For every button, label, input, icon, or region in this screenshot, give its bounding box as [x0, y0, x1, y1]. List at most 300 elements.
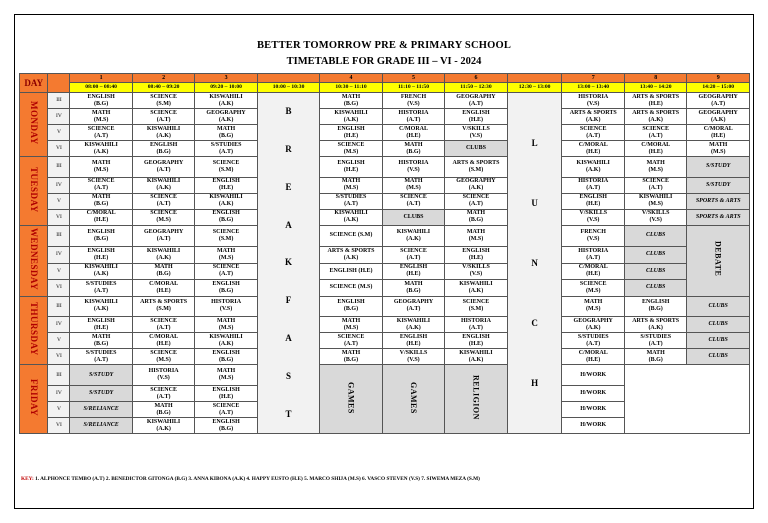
class-label: VI — [48, 349, 70, 365]
lesson-subject: ARTS & SPORTS — [140, 299, 188, 306]
lesson-teacher: (B.G) — [94, 235, 109, 242]
day-name: MONDAY — [29, 101, 40, 145]
lesson-subject: C/MORAL — [86, 210, 116, 217]
lesson-subject: MATH — [466, 228, 486, 235]
lesson-subject: C/MORAL — [149, 333, 179, 340]
table-row — [20, 225, 750, 246]
lesson-subject: V/SKILLS — [462, 125, 490, 132]
lesson-teacher: (A.T) — [586, 254, 601, 261]
lesson-subject: SCIENCE — [579, 125, 607, 132]
lesson-teacher: (H.E) — [648, 148, 663, 155]
key-text: 1. ALPHONCE TEMBO (A.T) 2. BENEDICTOR GITONGA (B.G) 3. ANNA KIBONA (A.K) 4. HAPPY EUSTO (H.E) 5. MARCO SHIJA (M.S) 6. VASCO STEVEN (V.S) 7. SIWEMA MEZA (S.M) — [35, 476, 480, 482]
lesson-subject: MATH — [341, 178, 361, 185]
lesson-subject: HISTORIA — [578, 247, 609, 254]
lesson-cell — [562, 386, 624, 402]
lesson-subject: S/STUDIES — [640, 333, 672, 340]
table-row — [20, 125, 750, 141]
lesson-subject: MATH — [216, 317, 236, 324]
lesson-teacher: (A.K) — [218, 100, 234, 107]
lesson-teacher: (H.E) — [648, 100, 663, 107]
lesson-subject: KISWAHILI — [459, 349, 493, 356]
lesson-cell — [70, 386, 132, 402]
lunch-letter: L — [531, 137, 538, 148]
lesson-teacher: (A.K) — [93, 148, 109, 155]
lesson-subject: C/MORAL — [641, 141, 671, 148]
lesson-cell — [382, 109, 444, 125]
lesson-subject: SCIENCE — [337, 141, 365, 148]
lesson-teacher: (A.K) — [648, 324, 663, 331]
lesson-subject: MATH — [92, 333, 111, 340]
lesson-teacher: (H.E) — [94, 324, 109, 331]
day-name: FRIDAY — [29, 379, 40, 417]
lesson-cell — [320, 317, 382, 333]
lesson-subject: CLUBS — [403, 213, 424, 220]
lesson-cell — [382, 141, 444, 157]
lunch-letter: C — [531, 317, 538, 328]
lesson-teacher: (A.K) — [468, 287, 484, 294]
class-label: IV — [48, 177, 70, 193]
lesson-teacher: (V.S) — [219, 306, 233, 313]
lesson-subject: MATH — [216, 368, 236, 375]
lesson-subject: CLUBS — [708, 337, 728, 344]
lesson-subject: SCIENCE — [150, 386, 177, 393]
lesson-subject: CLUBS — [708, 302, 728, 309]
lesson-cell — [624, 280, 686, 297]
day-name-cell — [20, 93, 48, 157]
lesson-cell — [132, 296, 194, 317]
lesson-cell — [445, 177, 507, 193]
lesson-cell — [445, 125, 507, 141]
lesson-subject: SPORTS & ARTS — [695, 213, 741, 220]
lesson-subject: KISWAHILI — [459, 280, 493, 287]
lesson-cell — [687, 333, 750, 349]
lesson-cell — [624, 225, 686, 246]
lesson-teacher: (H.E) — [343, 132, 359, 139]
period-time: 13:00 – 13:40 — [562, 83, 624, 93]
table-row — [20, 280, 750, 297]
lesson-teacher: (A.T) — [469, 100, 483, 107]
period-number: 6 — [445, 74, 507, 83]
lesson-cell — [687, 193, 750, 209]
lesson-subject: MATH — [216, 125, 236, 132]
period-number: 5 — [382, 74, 444, 83]
lesson-cell — [382, 365, 444, 434]
lesson-subject: GEOGRAPHY — [206, 109, 246, 116]
lesson-teacher: (B.G) — [648, 306, 663, 313]
lesson-cell — [195, 125, 257, 141]
class-label: V — [48, 402, 70, 418]
lesson-subject: GEOGRAPHY — [393, 299, 434, 306]
lesson-subject: GEOGRAPHY — [456, 178, 496, 185]
lesson-teacher: (S.M) — [218, 166, 234, 173]
lesson-subject: MATH — [709, 141, 728, 148]
period-time: 10:30 – 11:10 — [320, 83, 382, 93]
lesson-subject: ENGLISH — [87, 247, 115, 254]
breakfast-letter: E — [285, 181, 292, 192]
lesson-subject: FRENCH — [580, 228, 606, 235]
lesson-teacher: (A.T) — [156, 166, 171, 173]
teacher-key — [21, 476, 480, 482]
lesson-teacher: (A.T) — [94, 287, 109, 294]
lesson-cell — [70, 225, 132, 246]
lesson-teacher: (A.T) — [219, 148, 233, 155]
day-name: TUESDAY — [29, 166, 40, 213]
lesson-subject: CLUBS — [465, 145, 486, 151]
lesson-subject: ENGLISH — [337, 299, 365, 306]
lesson-subject: ENGLISH — [462, 247, 490, 254]
lesson-teacher: (B.G) — [94, 201, 109, 208]
lesson-subject: MATH — [154, 402, 173, 409]
lesson-subject: GEOGRAPHY — [456, 93, 496, 100]
class-header-cell — [48, 74, 70, 93]
lunch-cell — [507, 93, 562, 434]
lesson-teacher: (B.G) — [218, 287, 234, 294]
lesson-subject: SCIENCE — [87, 178, 115, 185]
lesson-subject: SCIENCE — [462, 299, 490, 306]
lesson-cell — [320, 141, 382, 157]
lesson-cell — [445, 333, 507, 349]
lesson-teacher: (B.G) — [406, 148, 421, 155]
lesson-teacher: (A.K) — [156, 132, 171, 139]
class-label: III — [48, 93, 70, 109]
lesson-subject: S/RELIANCE — [83, 422, 119, 428]
lesson-teacher: (A.K) — [218, 116, 234, 123]
lesson-subject: ENGLISH — [462, 333, 490, 340]
lesson-cell — [195, 263, 257, 280]
lesson-subject: MATH — [404, 280, 423, 287]
lesson-teacher: (S.M) — [156, 306, 171, 313]
lesson-cell — [320, 157, 382, 178]
class-label: IV — [48, 386, 70, 402]
lesson-cell — [445, 280, 507, 297]
lesson-cell — [320, 365, 382, 434]
lesson-cell — [445, 296, 507, 317]
lesson-cell — [195, 157, 257, 178]
lesson-subject: DEBATE — [713, 241, 723, 277]
lesson-cell — [70, 209, 132, 225]
lesson-subject: CLUBS — [646, 267, 666, 274]
lesson-cell — [562, 157, 624, 178]
lesson-cell — [624, 157, 686, 178]
period-number: 3 — [195, 74, 257, 83]
lesson-subject: SCIENCE — [150, 109, 177, 116]
table-row — [20, 157, 750, 178]
class-label: VI — [48, 209, 70, 225]
lesson-teacher: (M.S) — [218, 324, 234, 331]
lesson-cell — [445, 225, 507, 246]
lesson-cell — [562, 93, 624, 109]
lesson-teacher: (M.S) — [585, 287, 601, 294]
lesson-teacher: (A.K) — [468, 185, 484, 192]
lesson-cell — [445, 365, 507, 434]
lesson-teacher: (M.S) — [156, 217, 171, 224]
lesson-cell — [70, 246, 132, 263]
lesson-cell — [70, 193, 132, 209]
lesson-subject: C/MORAL — [578, 349, 608, 356]
lesson-cell — [562, 333, 624, 349]
lesson-subject: MATH — [216, 247, 236, 254]
lesson-teacher: (A.T) — [586, 340, 601, 347]
lesson-cell — [624, 317, 686, 333]
lesson-subject: GEOGRAPHY — [698, 93, 738, 100]
lunch-letter: H — [531, 377, 539, 388]
lesson-cell — [445, 263, 507, 280]
day-header: DAY — [24, 77, 44, 88]
lesson-cell — [624, 209, 686, 225]
lesson-subject: ENGLISH — [87, 228, 115, 235]
lesson-subject: C/MORAL — [149, 280, 179, 287]
period-time: 11:50 – 12:30 — [445, 83, 507, 93]
lesson-subject: CLUBS — [708, 321, 728, 328]
lesson-subject: SCIENCE — [337, 333, 365, 340]
lesson-cell — [320, 109, 382, 125]
lesson-subject: S/STUDY — [88, 371, 114, 378]
lesson-teacher: (M.S) — [648, 201, 663, 208]
lesson-teacher: (B.G) — [218, 217, 234, 224]
lesson-cell — [624, 349, 686, 365]
lesson-cell — [132, 209, 194, 225]
lesson-cell — [195, 193, 257, 209]
lesson-subject: HISTORIA — [578, 93, 609, 100]
lesson-cell — [445, 246, 507, 263]
table-row — [20, 209, 750, 225]
lesson-teacher: (H.E) — [468, 340, 484, 347]
table-row — [20, 333, 750, 349]
lesson-subject: SCIENCE — [579, 280, 607, 287]
lesson-subject: HISTORIA — [211, 299, 242, 306]
lesson-cell — [70, 333, 132, 349]
lesson-teacher: (V.S) — [407, 166, 420, 173]
lesson-cell — [132, 177, 194, 193]
lesson-teacher: (B.G) — [218, 425, 234, 432]
period-number: 1 — [70, 74, 132, 83]
lesson-teacher: (V.S) — [649, 217, 662, 224]
lesson-teacher: (A.T) — [406, 254, 421, 261]
lesson-teacher: (A.T) — [586, 132, 601, 139]
lesson-cell — [320, 93, 382, 109]
lesson-subject: H/WORK — [580, 371, 607, 378]
lesson-subject: CLUBS — [646, 232, 666, 239]
period-time: 10:00 – 10:30 — [257, 83, 319, 93]
lesson-teacher: (A.T) — [406, 116, 421, 123]
lesson-subject: ENGLISH — [212, 280, 240, 287]
lesson-subject: MATH — [341, 349, 361, 356]
lesson-teacher: (A.T) — [586, 185, 601, 192]
lesson-cell — [624, 141, 686, 157]
lesson-teacher: (A.T) — [469, 324, 483, 331]
class-label: III — [48, 365, 70, 386]
lesson-subject: HISTORIA — [148, 368, 179, 375]
lesson-subject: SCIENCE — [462, 194, 490, 201]
lesson-teacher: (H.E) — [711, 132, 726, 139]
lesson-cell — [70, 402, 132, 418]
lesson-teacher: (A.K) — [468, 356, 484, 363]
lesson-cell — [624, 177, 686, 193]
lesson-teacher: (V.S) — [587, 100, 600, 107]
lesson-cell — [562, 263, 624, 280]
lesson-cell — [70, 93, 132, 109]
lesson-subject: C/MORAL — [398, 125, 428, 132]
lesson-cell — [70, 125, 132, 141]
lesson-subject: C/MORAL — [578, 264, 608, 271]
lesson-subject: KISWAHILI — [146, 418, 181, 425]
lesson-cell — [132, 109, 194, 125]
lesson-cell — [195, 246, 257, 263]
lesson-cell — [195, 209, 257, 225]
table-row — [20, 263, 750, 280]
lesson-cell — [132, 125, 194, 141]
period-number: 9 — [687, 74, 750, 83]
lesson-teacher: (A.K) — [406, 324, 421, 331]
lesson-teacher: (S.M) — [468, 306, 484, 313]
lesson-teacher: (A.K) — [156, 254, 171, 261]
lesson-subject: ENGLISH — [337, 125, 365, 132]
lesson-teacher: (A.T) — [156, 201, 171, 208]
lesson-cell — [624, 109, 686, 125]
lesson-teacher: (A.T) — [94, 132, 109, 139]
lesson-cell — [195, 317, 257, 333]
lesson-subject: ENGLISH — [212, 386, 240, 393]
table-row — [20, 177, 750, 193]
lesson-cell — [624, 333, 686, 349]
lesson-teacher: (M.S) — [343, 324, 359, 331]
lesson-cell — [687, 93, 750, 109]
lesson-cell — [70, 141, 132, 157]
day-name-cell — [20, 296, 48, 365]
lesson-cell — [382, 246, 444, 263]
lesson-teacher: (B.G) — [343, 100, 359, 107]
lesson-teacher: (B.G) — [94, 100, 109, 107]
class-label: VI — [48, 141, 70, 157]
breakfast-letter: K — [285, 257, 293, 268]
lesson-subject: KISWAHILI — [209, 93, 243, 100]
lesson-subject: KISWAHILI — [334, 109, 368, 116]
period-time: 12:30 – 13:00 — [507, 83, 562, 93]
lesson-subject: SCIENCE — [212, 264, 240, 271]
lesson-cell — [320, 193, 382, 209]
class-label: III — [48, 225, 70, 246]
lesson-teacher: (H.E) — [586, 271, 601, 278]
lesson-teacher: (H.E) — [468, 116, 484, 123]
lesson-cell — [320, 225, 382, 246]
breakfast-letter: S — [286, 370, 292, 381]
lesson-teacher: (S.M) — [218, 235, 234, 242]
lesson-cell — [132, 365, 194, 386]
lesson-cell — [195, 296, 257, 317]
lesson-subject: ENGLISH — [642, 299, 670, 306]
lesson-cell — [687, 109, 750, 125]
class-label: III — [48, 296, 70, 317]
lesson-teacher: (H.E) — [406, 340, 421, 347]
lesson-subject: SCIENCE (S.M) — [329, 232, 373, 239]
period-number — [507, 74, 562, 83]
lesson-cell — [195, 93, 257, 109]
lesson-subject: SCIENCE — [150, 317, 177, 324]
day-header-cell — [20, 74, 48, 93]
lesson-cell — [562, 349, 624, 365]
lesson-teacher: (A.T) — [344, 201, 358, 208]
day-name: THURSDAY — [29, 302, 40, 356]
lesson-cell — [445, 109, 507, 125]
lesson-teacher: (A.K) — [156, 185, 171, 192]
lesson-teacher: (H.E) — [218, 185, 234, 192]
lesson-cell — [445, 93, 507, 109]
period-number — [257, 74, 319, 83]
lesson-subject: ENGLISH — [212, 210, 240, 217]
lesson-teacher: (A.T) — [94, 356, 109, 363]
lesson-teacher: (M.S) — [468, 235, 484, 242]
class-label: V — [48, 125, 70, 141]
lesson-cell — [382, 157, 444, 178]
lesson-cell — [382, 93, 444, 109]
table-row — [20, 317, 750, 333]
period-number: 8 — [624, 74, 686, 83]
lesson-cell — [132, 402, 194, 418]
lesson-teacher: (V.S) — [587, 235, 600, 242]
lesson-subject: S/STUDIES — [85, 280, 117, 287]
lesson-cell — [195, 418, 257, 434]
lesson-subject: S/STUDIES — [577, 333, 609, 340]
lesson-subject: ENGLISH (H.E) — [329, 267, 373, 274]
lesson-subject: KISWAHILI — [209, 194, 243, 201]
lesson-subject: ENGLISH — [212, 418, 240, 425]
lesson-subject: S/STUDY — [88, 390, 114, 396]
lesson-teacher: (A.T) — [94, 185, 109, 192]
lesson-subject: KISWAHILI — [639, 194, 673, 201]
lesson-subject: ENGLISH — [212, 349, 240, 356]
lesson-cell — [132, 418, 194, 434]
lesson-teacher: (S.M) — [468, 166, 484, 173]
lesson-subject: MATH — [584, 299, 603, 306]
lesson-teacher: (V.S) — [407, 356, 420, 363]
lesson-subject: ARTS & SPORTS — [632, 317, 680, 324]
lesson-subject: KISWAHILI — [334, 210, 368, 217]
lesson-teacher: (A.T) — [648, 340, 663, 347]
lesson-subject: S/RELIANCE — [83, 406, 119, 412]
class-label: VI — [48, 280, 70, 297]
empty-cell — [624, 365, 749, 434]
lesson-subject: MATH — [404, 141, 423, 148]
lesson-teacher: (A.K) — [93, 306, 109, 313]
lesson-subject: RELIGION — [471, 375, 481, 421]
lesson-subject: ARTS & SPORTS — [569, 109, 617, 116]
lesson-cell — [445, 193, 507, 209]
period-number: 4 — [320, 74, 382, 83]
table-row — [20, 193, 750, 209]
lesson-cell — [624, 125, 686, 141]
lesson-teacher: (B.G) — [156, 271, 171, 278]
school-title: BETTER TOMORROW PRE & PRIMARY SCHOOL — [256, 40, 512, 51]
lesson-cell — [562, 141, 624, 157]
lesson-teacher: (A.T) — [156, 393, 171, 400]
lesson-cell — [382, 349, 444, 365]
lesson-subject: V/SKILLS — [399, 349, 428, 356]
period-time: 08:40 – 09:20 — [132, 83, 194, 93]
period-time: 13:40 – 14:20 — [624, 83, 686, 93]
breakfast-letter: F — [285, 295, 292, 306]
lesson-cell — [195, 109, 257, 125]
lesson-teacher: (A.T) — [219, 409, 233, 416]
lesson-subject: V/SKILLS — [579, 210, 608, 217]
period-time: 11:10 – 11:50 — [382, 83, 444, 93]
lesson-teacher: (A.T) — [711, 100, 726, 107]
lesson-cell — [195, 280, 257, 297]
lesson-subject: MATH — [341, 93, 361, 100]
lesson-teacher: (A.T) — [344, 340, 358, 347]
lesson-subject: KISWAHILI — [396, 228, 431, 235]
lesson-subject: ENGLISH — [462, 109, 490, 116]
lesson-cell — [687, 177, 750, 193]
